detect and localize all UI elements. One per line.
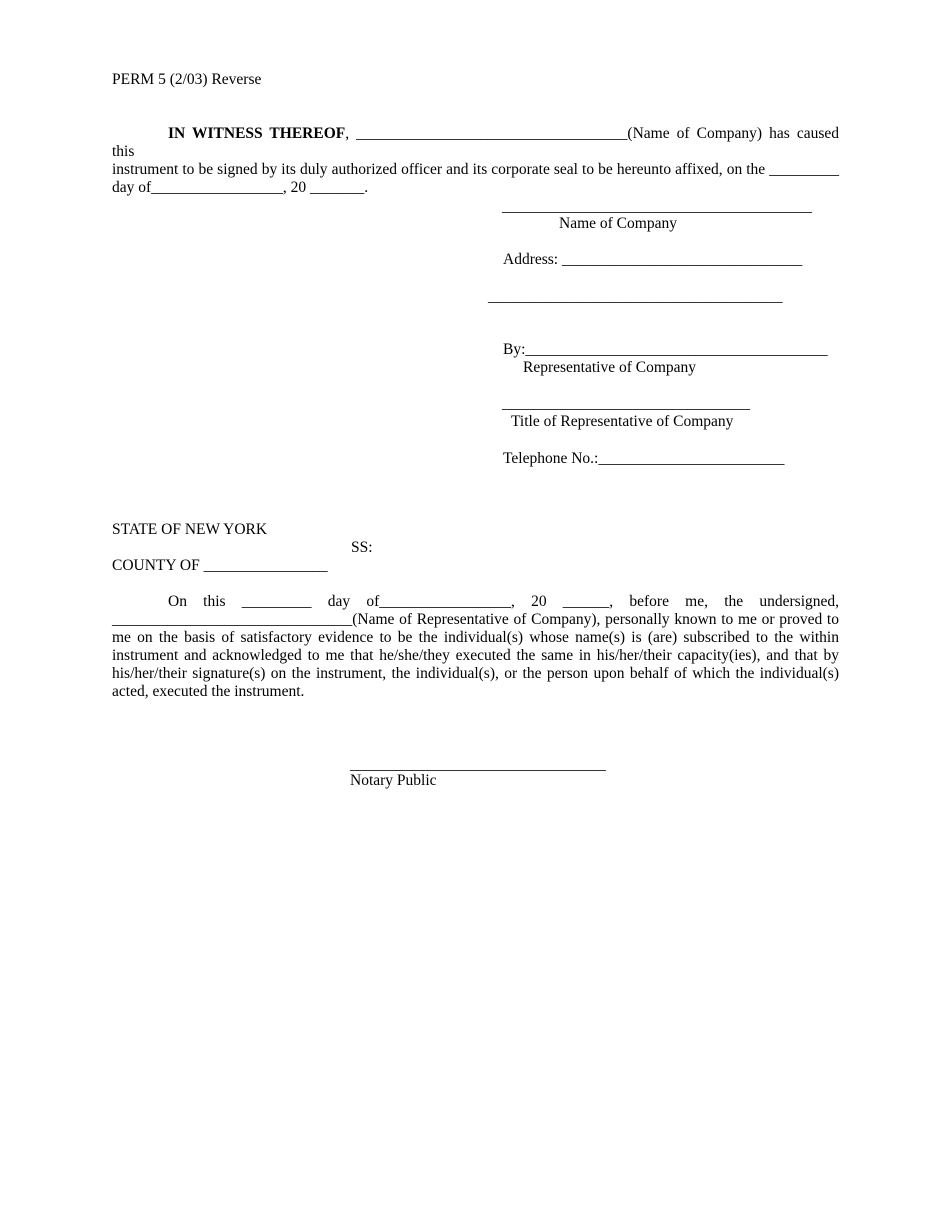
company-name-line[interactable]: ________________________________________ (502, 198, 812, 215)
form-id: PERM 5 (2/03) Reverse (112, 71, 262, 88)
county-field[interactable]: COUNTY OF ________________ (112, 557, 328, 574)
acknowledgment-line-1 (112, 593, 839, 611)
witness-line-1-rest: , ___________________________________(Name of Company) has caused this (112, 125, 839, 160)
address-field-line-2[interactable]: ______________________________________ (488, 288, 783, 305)
title-line[interactable]: ________________________________ (502, 395, 750, 412)
title-label: Title of Representative of Company (511, 413, 734, 430)
witness-line-3: day of_________________, 20 _______. (112, 179, 369, 196)
acknowledgment-paragraph (112, 593, 839, 701)
witness-lead: IN WITNESS THEREOF (168, 125, 346, 142)
witness-line-1 (112, 125, 839, 161)
state-label: STATE OF NEW YORK (112, 521, 268, 538)
witness-line-2: instrument to be signed by its duly authorized officer and its corporate seal to be hereunto affixed, on the _________ (112, 161, 839, 178)
by-signature-line[interactable]: By:_______________________________________ (503, 341, 828, 358)
acknowledgment-body: _______________________________(Name of Representative of Company), personally known to me or proved to me on the basis of satisfactory evidence to be the individual(s) whose name(s) is (are) subscribed to the within instrument and acknowledged to me that he/she/they executed the same in his/her/their capacity(ies), and that by his/her/their signature(s) on the instrument, the individual(s), or the person upon behalf of which the individual(s) acted, executed the instrument. (112, 611, 839, 700)
address-field[interactable]: Address: _______________________________ (503, 251, 803, 268)
telephone-field[interactable]: Telephone No.:________________________ (503, 450, 785, 467)
company-name-label: Name of Company (559, 215, 677, 232)
acknowledgment-line-1-text: On this _________ day of_________________, 20 ______, before me, the undersigned, (168, 593, 839, 610)
representative-label: Representative of Company (523, 359, 697, 376)
ss-label: SS: (351, 539, 373, 556)
witness-paragraph (112, 125, 839, 197)
notary-signature-line[interactable]: _________________________________ (350, 756, 606, 773)
notary-label: Notary Public (350, 772, 437, 789)
